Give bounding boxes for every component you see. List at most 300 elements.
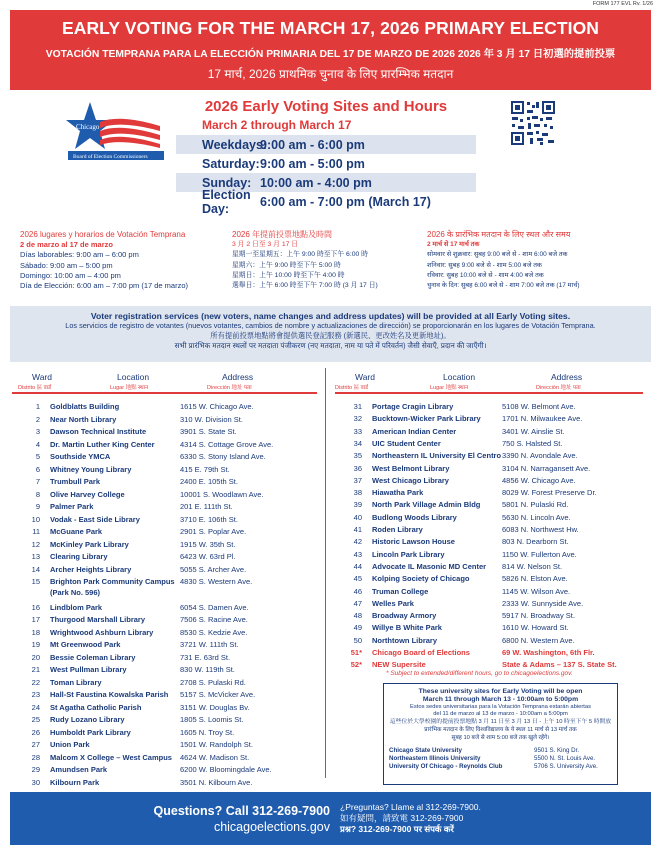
site-address: 69 W. Washington, 6th Flr. (502, 648, 595, 657)
address-subheader: Dirección 地址 पता (536, 385, 581, 391)
site-name: Malcom X College – West Campus (50, 752, 172, 762)
site-row (20, 540, 320, 552)
ward-number: 13 (31, 552, 40, 561)
site-row (20, 628, 320, 640)
site-address: 1805 S. Loomis St. (180, 715, 244, 724)
ward-number: 42 (353, 537, 362, 547)
page-title: EARLY VOTING FOR THE MARCH 17, 2026 PRIMARY ELECTION (61, 18, 600, 38)
footer-translations (340, 802, 481, 835)
ward-number: 23 (31, 690, 40, 699)
site-row (20, 778, 320, 790)
site-name: NEW Supersite (372, 660, 426, 670)
footer-banner (10, 792, 651, 845)
site-name: West Chicago Library (372, 475, 449, 485)
site-name: Brighton Park Community Campus (50, 577, 175, 586)
site-name: UIC Student Center (372, 438, 441, 448)
site-name: Vodak - East Side Library (50, 514, 140, 524)
site-name: Trumbull Park (50, 477, 101, 486)
ward-number: 4 (35, 439, 40, 449)
ward-number: 14 (31, 564, 40, 574)
ward-number: 51* (350, 648, 362, 657)
site-name: Near North Library (50, 414, 117, 424)
site-address: 4830 S. Western Ave. (180, 577, 253, 586)
ward-number: 52* (350, 660, 362, 670)
university-hi-1: प्रारंभिक मतदान के लिए विश्वविद्यालय के ये स्थल 11 मार्च से 13 मार्च तक (424, 726, 577, 733)
site-address: 6054 S. Damen Ave. (180, 602, 249, 612)
site-address: 6330 S. Stony Island Ave. (180, 452, 266, 461)
site-name: Clearing Library (50, 552, 108, 561)
site-row (20, 653, 320, 665)
site-address: 7506 S. Racine Ave. (180, 615, 248, 624)
location-header: Location (443, 372, 476, 382)
site-address: 2708 S. Pulaski Rd. (180, 677, 246, 687)
site-name: Historic Lawson House (372, 537, 455, 547)
site-name: Portage Cragin Library (372, 402, 454, 411)
site-address: 731 E. 63rd St. (180, 652, 231, 662)
site-name: American Indian Center (372, 426, 457, 436)
hours-day: Election Day: (202, 187, 251, 216)
hindi-line: शनिवार: सुबह 9:00 बजे से - शाम 5:00 बजे तक (427, 261, 542, 269)
site-address: 3901 S. State St. (180, 427, 237, 436)
site-row (342, 648, 642, 660)
site-row (20, 552, 320, 564)
footer-website-link[interactable]: chicagoelections.gov (213, 820, 330, 834)
university-address: 5706 S. University Ave. (534, 762, 598, 770)
site-name: St Agatha Catholic Parish (50, 702, 142, 712)
chinese-line: 星期日：上午 10:00 時至下午 4:00 時 (232, 271, 345, 279)
hours-time: 10:00 am - 4:00 pm (260, 175, 372, 190)
site-row (342, 636, 642, 648)
site-address: 3151 W. Douglas Bv. (180, 702, 250, 712)
site-name: Hiawatha Park (372, 488, 424, 498)
site-address: 1915 W. 35th St. (180, 539, 236, 549)
site-address: 1610 W. Howard St. (502, 623, 569, 633)
site-name: Amundsen Park (50, 765, 108, 774)
university-site-list (384, 747, 617, 771)
header-banner (10, 10, 651, 90)
site-row (20, 440, 320, 452)
site-name: McKinley Park Library (50, 539, 129, 549)
chinese-line: 星期一至星期五：上午 9:00 時至下午 6:00 時 (232, 251, 368, 259)
site-row (342, 414, 642, 426)
site-address: 201 E. 111th St. (180, 502, 233, 511)
ward-number: 38 (353, 488, 362, 498)
ward-number: 30 (31, 777, 40, 787)
university-site (384, 755, 617, 763)
site-row (342, 451, 642, 463)
university-sites-box (383, 683, 618, 785)
ward-number: 9 (35, 502, 40, 511)
ward-number: 8 (35, 489, 40, 499)
university-site (384, 747, 617, 755)
spanish-title: 2026 lugares y horarios de Votación Temprana (20, 230, 186, 239)
site-row (342, 402, 642, 414)
hours-day: Weekdays: (202, 137, 268, 152)
site-address: 1615 W. Chicago Ave. (180, 402, 254, 411)
site-row (20, 527, 320, 539)
site-name: Union Park (50, 740, 90, 749)
site-address: 4314 S. Cottage Grove Ave. (180, 439, 274, 449)
qr-code-icon[interactable] (510, 100, 556, 146)
ward-number: 7 (35, 477, 40, 486)
ward-number: 43 (353, 549, 362, 559)
site-name: Wrightwood Ashburn Library (50, 627, 154, 637)
site-row (20, 765, 320, 777)
ward-number: 36 (353, 463, 362, 473)
notice-es: Los servicios de registro de votantes (nuevos votantes, cambios de nombre y actualizaciones de dirección) se proporcionarán en los lugares de Votación Temprana. (65, 321, 596, 330)
ward-number: 1 (35, 402, 40, 411)
site-address: 3710 E. 106th St. (180, 514, 238, 524)
chinese-line: 星期六：上午 9:00 時至下午 5:00 時 (232, 261, 341, 269)
site-name: Bessie Coleman Library (50, 652, 136, 662)
university-site (384, 763, 617, 771)
site-row (20, 402, 320, 414)
site-address: 1501 W. Randolph St. (180, 740, 253, 749)
ward-number: 34 (353, 438, 362, 448)
site-address: 3401 W. Ainslie St. (502, 426, 565, 436)
site-name: Toman Library (50, 677, 102, 687)
footer-contact (150, 803, 330, 835)
registration-notice (10, 306, 651, 362)
ward-number: 40 (353, 512, 362, 522)
hours-time: 9:00 am - 6:00 pm (260, 137, 365, 152)
site-name: Northtown Library (372, 635, 437, 645)
ward-subheader: Distrito 區 वार्ड (335, 385, 369, 391)
site-address: 803 N. Dearborn St. (502, 537, 569, 547)
ward-number: 26 (31, 727, 40, 737)
site-row (20, 477, 320, 489)
site-address: 3721 W. 111th St. (180, 640, 239, 649)
ward-number: 24 (31, 702, 40, 712)
site-name: Southside YMCA (50, 452, 111, 461)
site-row (20, 728, 320, 740)
form-number: FORM 177 EVL Rv. 1/26 (592, 1, 653, 7)
site-name: North Park Village Admin Bldg (372, 500, 481, 510)
ward-subheader: Distrito 區 वार्ड (18, 385, 52, 391)
site-name: Kolping Society of Chicago (372, 574, 470, 584)
university-address: 5500 N. St. Louis Ave. (534, 754, 596, 762)
university-es-1: Estos sedes universitarias para la Votación Temprana estarán abiertas (410, 703, 591, 710)
site-row (342, 464, 642, 476)
site-name: Mt Greenwood Park (50, 640, 121, 649)
ward-number: 44 (353, 561, 362, 571)
ward-number: 3 (35, 427, 40, 436)
site-row (342, 500, 642, 512)
site-name: Truman College (372, 586, 429, 596)
site-row (342, 513, 642, 525)
site-address: 6423 W. 63rd Pl. (180, 552, 236, 561)
site-row (342, 611, 642, 623)
site-name: Budlong Woods Library (372, 512, 457, 522)
site-name: Whitney Young Library (50, 464, 132, 474)
spanish-line: Días laborables: 9:00 am – 6:00 pm (20, 250, 139, 260)
ward-number: 33 (353, 426, 362, 436)
site-row (342, 574, 642, 586)
footer-es: ¿Preguntas? Llame al 312-269-7900. (340, 802, 481, 812)
site-row (20, 640, 320, 652)
site-row (20, 502, 320, 514)
site-address: 6083 N. Northwest Hw. (502, 525, 579, 534)
site-row (20, 603, 320, 615)
site-row (342, 439, 642, 451)
site-row (20, 465, 320, 477)
column-divider (325, 368, 326, 778)
ward-number: 41 (353, 525, 362, 534)
notice-zh: 所有提前投票地點將會提供選民登記服務 (新選民、更改姓名及更新地址)。 (210, 331, 451, 340)
ward-number: 19 (31, 640, 40, 649)
site-row (342, 550, 642, 562)
ward-number: 22 (31, 677, 40, 687)
notice-en: Voter registration services (new voters, name changes and address updates) will be provided at all Early Voting sites. (90, 311, 571, 321)
site-name: Advocate IL Masonic MD Center (372, 561, 487, 571)
ward-number: 10 (31, 514, 40, 524)
site-row (342, 537, 642, 549)
hindi-hours (427, 230, 652, 291)
right-header-rule (335, 392, 643, 394)
ward-number: 31 (353, 402, 362, 411)
hindi-title: 2026 के प्रारंभिक मतदान के लिए स्थल और समय (427, 230, 571, 239)
ward-number: 28 (31, 752, 40, 762)
hindi-line: सोमवार से शुक्रवार: सुबह 9:00 बजे से - शाम 6:00 बजे तक (427, 251, 568, 259)
site-name: McGuane Park (50, 527, 103, 536)
ward-number: 32 (353, 414, 362, 424)
site-row (20, 715, 320, 727)
logo-org: Board of Election Commissioners (73, 154, 148, 160)
site-name: Dawson Technical Institute (50, 427, 147, 436)
hours-day: Saturday: (202, 156, 260, 171)
site-address: 2901 S. Poplar Ave. (180, 527, 247, 536)
notice-hi: सभी प्रारंभिक मतदान स्थलों पर मतदाता पंजीकरण (नए मतदाता, नाम या पते में परिवर्तन) जैसी सेवाएँ, प्रदान की जाएँगी। (174, 341, 487, 350)
site-name: Hall-St Faustina Kowalska Parish (50, 690, 169, 699)
site-address: 6800 N. Western Ave. (502, 635, 575, 645)
site-name: Lincoln Park Library (372, 549, 445, 559)
university-name: Northeastern Illinois University (389, 754, 481, 762)
spanish-line: Día de Elección: 6:00 am – 7:00 pm (17 de marzo) (20, 281, 189, 291)
site-address: 5108 W. Belmont Ave. (502, 402, 576, 411)
site-row (342, 599, 642, 611)
ward-number: 27 (31, 740, 40, 749)
ward-number: 16 (31, 602, 40, 612)
sites-dates: March 2 through March 17 (202, 118, 352, 132)
spanish-hours (20, 230, 225, 291)
site-row (20, 490, 320, 502)
site-name: Lindblom Park (50, 602, 103, 612)
university-zh: 這些位於大學校園的提前投票地點 3 月 11 日至 3 月 13 日 - 上午 10 時至下午 5 時開放 (389, 719, 612, 726)
site-address: 5630 N. Lincoln Ave. (502, 512, 571, 522)
left-header-rule (12, 392, 317, 394)
site-address: 3501 N. Kilbourn Ave. (180, 777, 253, 787)
ward-number: 15 (31, 577, 40, 586)
site-address: 3104 N. Narragansett Ave. (502, 463, 591, 473)
hours-time: 9:00 am - 5:00 pm (260, 156, 365, 171)
ward-header: Ward (32, 372, 52, 382)
site-address: 2400 E. 105th St. (180, 477, 238, 486)
university-hi-2: सुबह 10 बजे से शाम 5:00 बजे तक खुले रहेंगे। (451, 734, 550, 741)
site-address: 1145 W. Wilson Ave. (502, 586, 571, 596)
page-subtitle-hindi: 17 मार्च, 2026 प्राथमिक चुनाव के लिए प्रारम्भिक मतदान (207, 67, 454, 81)
ward-number: 50 (353, 635, 362, 645)
site-row (20, 690, 320, 702)
site-name: Thurgood Marshall Library (50, 615, 146, 624)
spanish-dates: 2 de marzo al 17 de marzo (20, 240, 113, 250)
site-address: 6200 W. Bloomingdale Ave. (180, 765, 272, 774)
university-title: These university sites for Early Voting will be open (418, 688, 583, 695)
site-name: West Pullman Library (50, 665, 127, 674)
site-name: Northeastern IL University El Centro (372, 451, 502, 461)
logo-city: Chicago (76, 123, 100, 131)
site-row (20, 665, 320, 677)
hours-row (176, 154, 476, 173)
site-address: 10001 S. Woodlawn Ave. (180, 489, 264, 499)
footer-hi: प्रश्न? 312-269-7900 पर संपर्क करें (340, 824, 454, 834)
site-name: Kilbourn Park (50, 777, 100, 787)
address-header: Address (222, 372, 254, 382)
site-row (20, 427, 320, 439)
ward-number: 29 (31, 765, 40, 774)
ward-number: 2 (35, 414, 40, 424)
site-address: 4624 W. Madison St. (180, 752, 250, 762)
site-name: Broadway Armory (372, 611, 437, 621)
page-subtitle: VOTACIÓN TEMPRANA PARA LA ELECCIÓN PRIMARIA DEL 17 DE MARZO DE 2026 2026 年 3 月 17 日初選的提前投票 (45, 49, 616, 60)
site-row (342, 562, 642, 574)
site-row (342, 488, 642, 500)
university-dates: March 11 through March 13 - 10:00am to 5:00pm (422, 695, 579, 703)
site-address: 3390 N. Avondale Ave. (502, 451, 578, 461)
chinese-hours (232, 230, 422, 291)
site-name: Bucktown-Wicker Park Library (372, 414, 481, 424)
hours-row (176, 135, 476, 154)
sites-and-hours (176, 98, 476, 216)
site-name: Palmer Park (50, 502, 94, 511)
site-address: 8029 W. Forest Preserve Dr. (502, 488, 597, 498)
site-address: 830 W. 119th St. (180, 665, 235, 674)
sites-heading: 2026 Early Voting Sites and Hours (204, 98, 448, 115)
site-row (342, 476, 642, 488)
university-name: University Of Chicago - Reynolds Club (389, 762, 503, 770)
hours-table (176, 135, 476, 216)
ward-number: 18 (31, 627, 40, 637)
location-header: Location (117, 372, 150, 382)
site-row (20, 703, 320, 715)
site-row (20, 415, 320, 427)
site-name: Archer Heights Library (50, 564, 132, 574)
site-address: 5055 S. Archer Ave. (180, 564, 247, 574)
extended-hours-note: * Subject to extended/different hours, go to chicagoelections.gov. (386, 670, 573, 677)
site-address: 5801 N. Pulaski Rd. (502, 500, 569, 510)
site-address: 814 W. Nelson St. (502, 561, 563, 571)
board-of-elections-logo (60, 100, 170, 162)
university-address: 9501 S. King Dr. (534, 746, 580, 754)
location-subheader: Lugar 地點 स्थान (110, 385, 149, 391)
site-name: Roden Library (372, 525, 423, 534)
ward-number: 20 (31, 652, 40, 662)
ward-number: 17 (31, 615, 40, 624)
ward-number: 45 (353, 574, 362, 584)
spanish-line: Domingo: 10:00 am – 4:00 pm (20, 270, 121, 280)
address-header: Address (551, 372, 583, 382)
ward-number: 48 (353, 611, 362, 621)
site-row (342, 623, 642, 635)
site-name: Willye B White Park (372, 623, 442, 633)
site-address: 8530 S. Kedzie Ave. (180, 627, 248, 637)
footer-zh: 如有疑問，請致電 312-269-7900 (340, 813, 464, 823)
site-name: Chicago Board of Elections (372, 648, 470, 657)
site-address: 1605 N. Troy St. (180, 727, 235, 737)
site-name: Olive Harvey College (50, 489, 125, 499)
ward-number: 37 (353, 475, 362, 485)
ward-number: 49 (353, 623, 362, 633)
ward-number: 21 (31, 665, 40, 674)
site-row (20, 515, 320, 527)
site-name-note: (Park No. 596) (50, 588, 101, 597)
site-row (20, 565, 320, 577)
site-name: Goldblatts Building (50, 402, 120, 411)
hindi-line: रविवार: सुबह 10:00 बजे से - शाम 4:00 बजे तक (427, 271, 544, 279)
chinese-line: 選舉日：上午 6:00 時至下午 7:00 時 (3 月 17 日) (232, 282, 378, 290)
ward-number: 39 (353, 500, 362, 510)
chinese-title: 2026 年提前投票地點及時間 (232, 230, 333, 239)
site-row (20, 740, 320, 752)
site-row (342, 427, 642, 439)
site-row (20, 452, 320, 464)
address-subheader: Dirección 地址 पता (207, 385, 252, 391)
hindi-dates: 2 मार्च से 17 मार्च तक (427, 241, 480, 249)
ward-number: 25 (31, 715, 40, 724)
site-address: 1150 W. Fullerton Ave. (502, 549, 577, 559)
site-row (20, 615, 320, 627)
site-address: 310 W. Division St. (180, 414, 243, 424)
site-name: Welles Park (372, 598, 414, 608)
ward-number: 5 (35, 452, 40, 461)
location-subheader: Lugar 地點 स्थान (430, 385, 469, 391)
site-address: 5157 S. McVicker Ave. (180, 690, 256, 699)
site-row (20, 753, 320, 765)
chinese-dates: 3 月 2 日至 3 月 17 日 (232, 241, 299, 249)
site-address: 1701 N. Milwaukee Ave. (502, 414, 583, 424)
ward-number: 11 (32, 527, 40, 536)
site-address: State & Adams – 137 S. State St. (502, 660, 617, 670)
site-name: Dr. Martin Luther King Center (50, 439, 155, 449)
ward-header: Ward (355, 372, 375, 382)
site-address: 750 S. Halsted St. (502, 438, 563, 448)
university-es-2: del 11 de marzo al 13 de marzo - 10:00am a 5:00pm (433, 711, 568, 718)
site-name: Rudy Lozano Library (50, 715, 125, 724)
hours-row (176, 187, 476, 216)
ward-number: 12 (31, 539, 40, 549)
ward-number: 47 (353, 598, 362, 608)
site-row (342, 587, 642, 599)
site-row (20, 678, 320, 690)
site-row (342, 525, 642, 537)
site-name: Humboldt Park Library (50, 727, 131, 737)
site-name: West Belmont Library (372, 463, 450, 473)
hindi-line: चुनाव के दिन: सुबह 6:00 बजे से - शाम 7:00 बजे तक (17 मार्च) (427, 282, 580, 290)
site-address: 5826 N. Elston Ave. (502, 574, 568, 584)
spanish-line: Sábado: 9:00 am – 5:00 pm (20, 260, 113, 270)
hours-day: Sunday: (202, 175, 252, 190)
ward-number: 35 (353, 451, 362, 461)
university-name: Chicago State University (389, 746, 462, 754)
ward-number: 6 (35, 464, 40, 474)
site-address: 2333 W. Sunnyside Ave. (502, 598, 584, 608)
hours-time: 6:00 am - 7:00 pm (March 17) (260, 194, 431, 209)
site-row (20, 577, 320, 597)
footer-questions: Questions? Call 312-269-7900 (153, 804, 330, 818)
site-address: 5917 N. Broadway St. (502, 611, 575, 621)
ward-number: 46 (353, 586, 362, 596)
site-address: 4856 W. Chicago Ave. (502, 475, 576, 485)
site-address: 415 E. 79th St. (180, 464, 230, 474)
